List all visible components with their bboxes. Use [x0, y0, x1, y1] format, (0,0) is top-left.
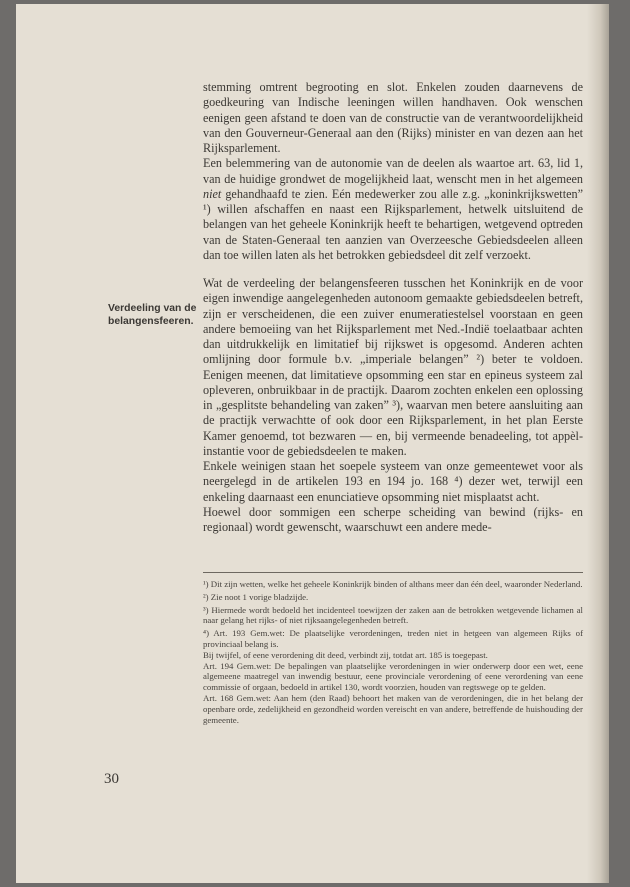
margin-heading-line-2: belangensfeeren.: [108, 316, 194, 327]
footnote-1: ¹) Dit zijn wetten, welke het geheele Koninkrijk binden of althans meer dan één deel, waaronder Nederland.: [203, 579, 583, 589]
page-number: 30: [104, 771, 119, 787]
footnote-divider: [203, 572, 583, 573]
page-spine-shadow: [587, 4, 609, 883]
footnote-4-art194: Art. 194 Gem.wet: De bepalingen van plaatselijke verordeningen in wier onderwerp door een wet, eene algemeene maatregel van inwendig bestuur, eene provinciale verordening of eene verordening van eene commissie of orgaan, bedoeld in artikel 130, wordt voorzien, houden van regtswege op te gelden.: [203, 660, 583, 693]
footnote-4: ⁴) Art. 193 Gem.wet: De plaatselijke verordeningen, treden niet in hetgeen van algemeen Rijks of provinciaal belang is.: [203, 628, 583, 649]
emphasis-niet: niet: [203, 186, 222, 201]
book-page: [16, 4, 609, 883]
footnote-2: ²) Zie noot 1 vorige bladzijde.: [203, 591, 309, 602]
main-text-column: [203, 80, 583, 535]
footnote-3: ³) Hiermede wordt bedoeld het incidenteel toewijzen der zaken aan de betrokken wetgevende lichamen al naar gelang het rijks- of niet rijksaangelegenheden betreft.: [203, 604, 583, 626]
paragraph-3: Wat de verdeeling der belangensfeeren tusschen het Koninkrijk en de voor eigen inwendige aangelegenheden autonoom gemaakte gebiedsdeelen betreft, zijn er verscheidenen, die een zuiver enumeratiestelsel voorstaan en geen andere bemoeiing van het Rijksparlement met Ned.-Indië toelaatbaar achten dan uitdrukkelijk en limitatief bij rijkswet is opgesomd. Anderen achten omlijning door formule b.v. „imperiale belangen” ²) beter te voldoen. Eenigen meenen, dat limitatieve opsomming een star en epineus systeem zal opleveren, onbruikbaar in de practijk. Daarom zochten enkelen een oplossing in „gesplitste behandeling van zaken” ³), waarvan men betere aansluiting aan de practijk verwachtte of ook door een Rijksparlement, in het plan Eerste Kamer genoemd, tot bezwaren — en, bij vermeende benadeeling, tot appèl-instantie voor de gebiedsdeelen te maken.: [203, 276, 583, 458]
paragraph-2-end: gehandhaafd te zien. Eén medewerker zou alle z.g. „koninkrijkswetten” ¹) willen afschaffen en naast een Rijksparlement, hetwelk uitsluitend de belangen van het geheele Koninkrijk heeft te behartigen, wetgevend optreden van de Staten-Generaal ten aanzien van Overzeesche Gebiedsdeelen alleen dan toe willen laten als het betrokken gebiedsdeel dit zelf verzoekt.: [203, 186, 583, 262]
paragraph-1: stemming omtrent begrooting en slot. Enkelen zouden daarnevens de goedkeuring van Indische leeningen willen handhaven. Ook wenschen eenigen geen afstand te doen van de constructie van de verantwoordelijkheid van den Gouverneur-Generaal aan den (Rijks) minister en van dezen aan het Rijksparlement.: [203, 80, 583, 155]
footnote-4-art168: Art. 168 Gem.wet: Aan hem (den Raad) behoort het maken van de verordeningen, die in het belang der openbare orde, zedelijkheid en gezondheid worden vereischt en van andere, betreffende de huishouding der gemeente.: [203, 692, 583, 725]
footnotes: [203, 579, 583, 725]
paragraph-4: Enkele weinigen staan het soepele systeem van onze gemeentewet voor als neergelegd in de artikelen 193 en 194 jo. 168 ⁴) dezer wet, terwijl een enkeling daarnaast een enunciatieve opsomming niet misplaatst acht.: [203, 459, 583, 504]
margin-heading: [108, 302, 204, 328]
paragraph-5: Hoewel door sommigen een scherpe scheiding van bewind (rijks- en regionaal) wordt gewenscht, waarschuwt een andere mede-: [203, 504, 583, 534]
paragraph-2: [203, 156, 583, 263]
paragraph-2-start: Een belemmering van de autonomie van de deelen als waartoe art. 63, lid 1, van de huidige grondwet de mogelijkheid laat, wenscht men in het algemeen: [203, 156, 583, 186]
margin-heading-line-1: Verdeeling van de: [108, 303, 197, 314]
footnote-4-continued: Bij twijfel, of eene verordening dit deed, verbindt zij, totdat art. 185 is toegepast.: [203, 649, 488, 660]
